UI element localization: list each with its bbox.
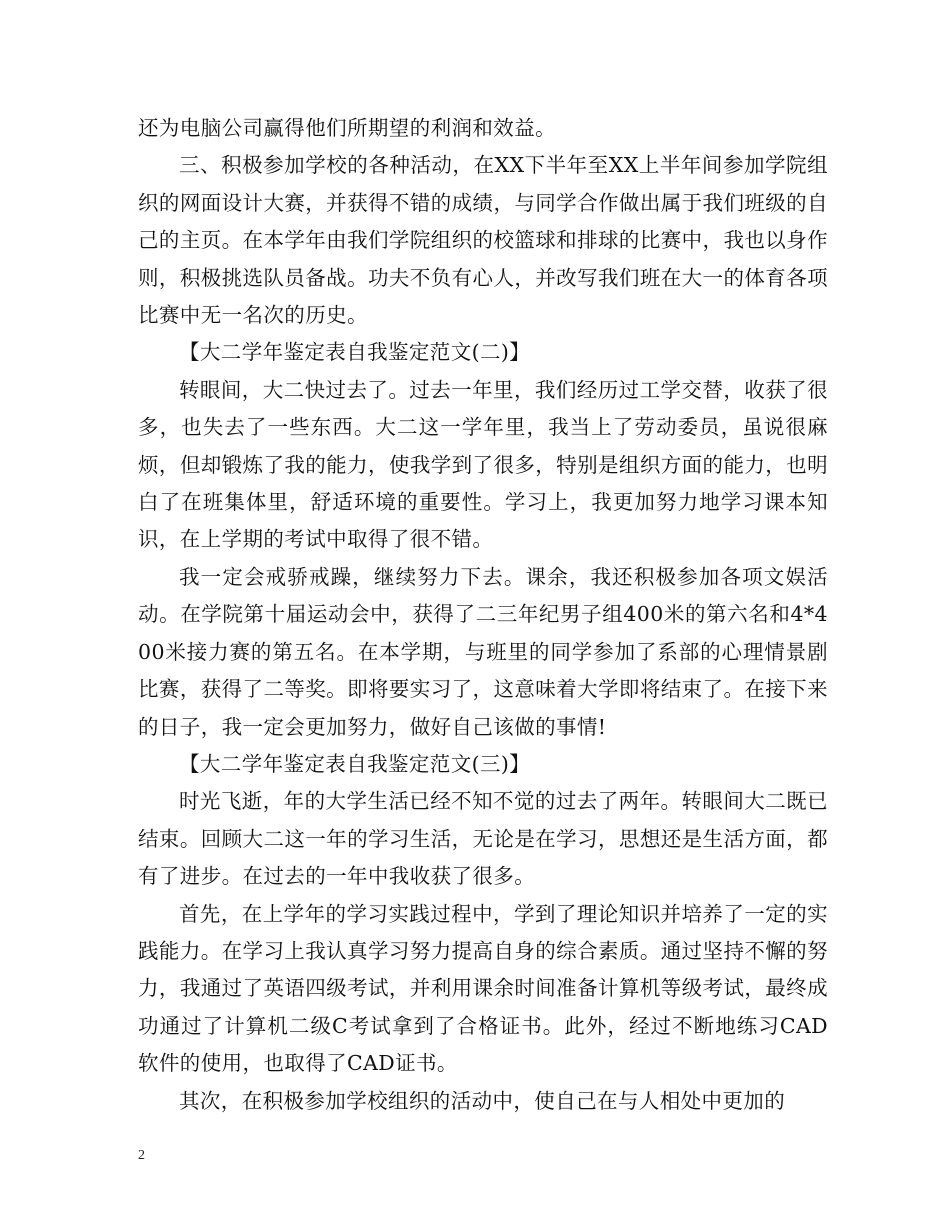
page-number: 2 <box>138 1148 145 1163</box>
section-heading: 【大二学年鉴定表自我鉴定范文(二)】 <box>179 340 531 365</box>
paragraph: 转眼间，大二快过去了。过去一年里，我们经历过工学交替，收获了很多，也失去了一些东西。大二这一学年里，我当上了劳动委员，虽说很麻烦，但却锻炼了我的能力，使我学到了很多，特别是组织方面的能力，也明白了在班集体里，舒适环境的重要性。学习上，我更加努力地学习课本知识，在上学期的考试中取得了很不错。 <box>138 377 828 552</box>
body-text <box>138 110 828 1120</box>
paragraph: 三、积极参加学校的各种活动，在XX下半年至XX上半年间参加学院组织的网面设计大赛，并获得不错的成绩，与同学合作做出属于我们班级的自己的主页。在本学年由我们学院组织的校篮球和排球的比赛中，我也以身作则，积极挑选队员备战。功夫不负有心人，并改写我们班在大一的体育各项比赛中无一名次的历史。 <box>138 153 828 328</box>
section-heading: 【大二学年鉴定表自我鉴定范文(三)】 <box>179 751 531 776</box>
paragraph: 我一定会戒骄戒躁，继续努力下去。课余，我还积极参加各项文娱活动。在学院第十届运动会中，获得了二三年纪男子组400米的第六名和4*400米接力赛的第五名。在本学期，与班里的同学参加了系部的心理情景剧比赛，获得了二等奖。即将要实习了，这意味着大学即将结束了。在接下来的日子，我一定会更加努力，做好自己该做的事情! <box>138 564 828 739</box>
paragraph: 其次，在积极参加学校组织的活动中，使自己在与人相处中更加的 <box>179 1088 786 1113</box>
paragraph: 还为电脑公司赢得他们所期望的利润和效益。 <box>138 116 556 140</box>
paragraph: 时光飞逝，年的大学生活已经不知不觉的过去了两年。转眼间大二既已结束。回顾大二这一年的学习生活，无论是在学习，思想还是生活方面，都有了进步。在过去的一年中我收获了很多。 <box>138 789 828 889</box>
paragraph: 首先，在上学年的学习实践过程中，学到了理论知识并培养了一定的实践能力。在学习上我认真学习努力提高自身的综合素质。通过坚持不懈的努力，我通过了英语四级考试，并利用课余时间准备计算机等级考试，最终成功通过了计算机二级C考试拿到了合格证书。此外，经过不断地练习CAD软件的使用，也取得了CAD证书。 <box>138 901 828 1076</box>
